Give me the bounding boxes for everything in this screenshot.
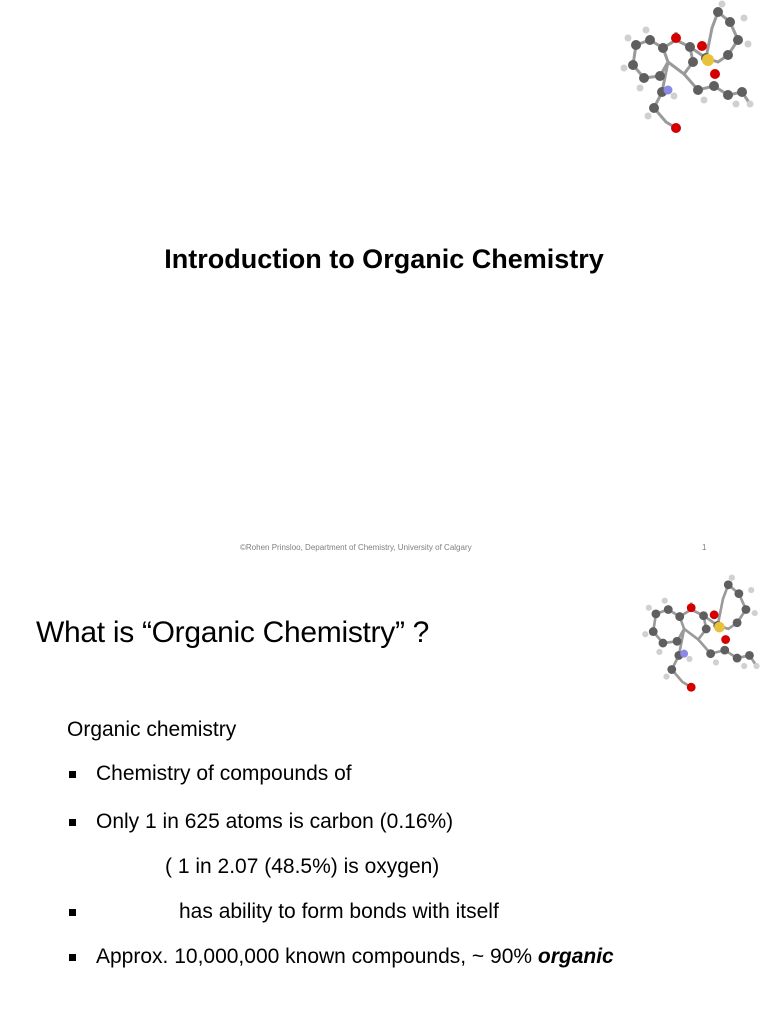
bullet-icon	[69, 771, 76, 778]
bullet-text: Chemistry of compounds of	[96, 762, 352, 785]
slide-title: Introduction to Organic Chemistry	[164, 244, 604, 274]
molecule-model-icon	[618, 0, 763, 140]
bullet-text: has ability to form bonds with itself	[179, 900, 499, 923]
bullet-icon	[69, 819, 76, 826]
bullet-text-main: Approx. 10,000,000 known compounds, ~ 90%	[96, 945, 538, 968]
bullet-text	[96, 945, 614, 969]
slide-title: What is “Organic Chemistry” ?	[36, 616, 430, 649]
slide-number: 1	[702, 543, 707, 552]
sub-line: ( 1 in 2.07 (48.5%) is oxygen)	[165, 855, 440, 878]
molecule-model-icon	[640, 574, 768, 698]
bullet-icon	[69, 954, 76, 961]
emphasis-organic: organic	[537, 945, 614, 968]
bullet-text: Only 1 in 625 atoms is carbon (0.16%)	[96, 810, 454, 833]
slide-2	[0, 566, 768, 1024]
footer-copyright: ©Rohen Prinsloo, Department of Chemistry, University of Calgary	[240, 543, 472, 552]
bullet-icon	[69, 909, 76, 916]
intro-text: Organic chemistry	[67, 718, 237, 741]
